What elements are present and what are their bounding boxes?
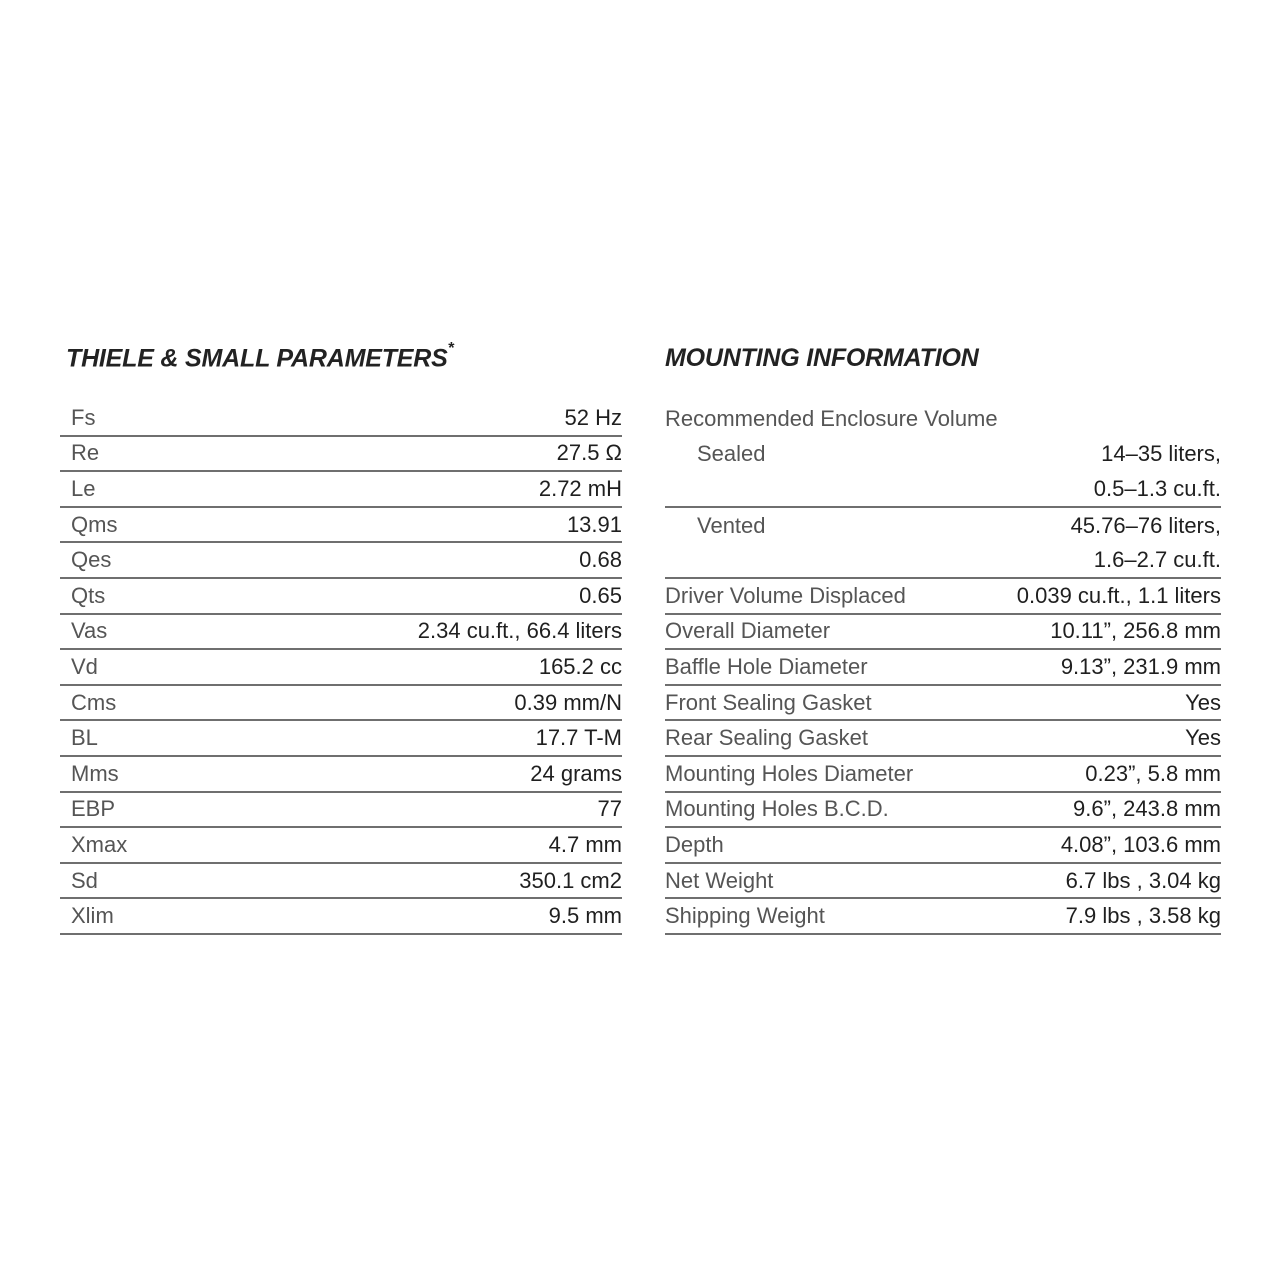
param-label: BL — [71, 725, 98, 751]
mount-value: 0.039 cu.ft., 1.1 liters — [1016, 582, 1221, 608]
table-row — [665, 437, 1221, 473]
mount-value: 0.5–1.3 cu.ft. — [1093, 475, 1221, 501]
param-label: Qts — [71, 582, 106, 608]
mount-value: 7.9 lbs , 3.58 kg — [1065, 903, 1221, 929]
mount-label: Vented — [697, 512, 766, 538]
param-label: Le — [71, 475, 96, 501]
table-row — [60, 828, 622, 864]
mount-value: 9.13”, 231.9 mm — [1060, 653, 1221, 679]
mount-value: Yes — [1185, 689, 1221, 715]
param-label: Fs — [71, 404, 96, 430]
mount-value: 1.6–2.7 cu.ft. — [1093, 547, 1221, 573]
table-row — [665, 899, 1221, 935]
table-row — [60, 543, 622, 579]
mount-value: 4.08”, 103.6 mm — [1060, 831, 1221, 857]
param-value: 9.5 mm — [548, 903, 622, 929]
mount-label: Recommended Enclosure Volume — [665, 405, 998, 431]
param-value: 0.68 — [579, 547, 622, 573]
param-value: 2.72 mH — [538, 475, 622, 501]
param-value: 13.91 — [566, 511, 622, 537]
table-row — [665, 508, 1221, 544]
table-row — [665, 793, 1221, 829]
mount-value: Yes — [1185, 725, 1221, 751]
param-value: 17.7 T-M — [535, 725, 622, 751]
thiele-small-heading — [66, 340, 454, 373]
thiele-small-heading-text: THIELE & SMALL PARAMETERS — [66, 344, 448, 373]
table-row — [665, 543, 1221, 579]
table-row — [60, 864, 622, 900]
table-row — [665, 650, 1221, 686]
mount-value: 6.7 lbs , 3.04 kg — [1065, 867, 1221, 893]
mount-value: 10.11”, 256.8 mm — [1050, 618, 1221, 644]
param-label: Xlim — [71, 903, 114, 929]
mount-label: Rear Sealing Gasket — [665, 725, 868, 751]
table-row — [60, 757, 622, 793]
param-label: Mms — [71, 760, 119, 786]
table-row — [60, 508, 622, 544]
mount-value: 45.76–76 liters, — [1070, 512, 1221, 538]
mounting-info-heading: MOUNTING INFORMATION — [665, 344, 979, 372]
table-row — [665, 472, 1221, 508]
param-value: 165.2 cc — [538, 653, 622, 679]
table-row — [60, 401, 622, 437]
table-row — [665, 721, 1221, 757]
mount-value: 9.6”, 243.8 mm — [1073, 796, 1221, 822]
param-label: Sd — [71, 867, 98, 893]
table-row — [60, 579, 622, 615]
table-row — [60, 472, 622, 508]
table-row — [665, 757, 1221, 793]
table-row — [665, 579, 1221, 615]
param-label: Re — [71, 440, 100, 466]
table-row — [60, 686, 622, 722]
param-value: 52 Hz — [564, 404, 622, 430]
table-row — [665, 615, 1221, 651]
mount-label: Front Sealing Gasket — [665, 689, 872, 715]
footnote-asterisk: * — [447, 340, 454, 357]
mount-value: 14–35 liters, — [1101, 441, 1221, 467]
mount-label: Depth — [665, 831, 724, 857]
mount-label: Net Weight — [665, 867, 774, 893]
table-row — [60, 793, 622, 829]
thiele-small-table — [60, 401, 622, 935]
param-label: Vas — [71, 618, 108, 644]
param-value: 0.39 mm/N — [514, 689, 622, 715]
param-value: 4.7 mm — [548, 831, 622, 857]
param-value: 2.34 cu.ft., 66.4 liters — [417, 618, 622, 644]
param-label: EBP — [71, 796, 116, 822]
table-row — [665, 828, 1221, 864]
table-row — [60, 721, 622, 757]
mount-label: Mounting Holes Diameter — [665, 760, 914, 786]
mounting-info-table — [665, 401, 1221, 935]
table-row — [60, 650, 622, 686]
mount-value: 0.23”, 5.8 mm — [1085, 760, 1221, 786]
mount-label: Mounting Holes B.C.D. — [665, 796, 889, 822]
param-label: Qms — [71, 511, 118, 537]
mount-label: Sealed — [697, 441, 766, 467]
table-row — [665, 686, 1221, 722]
table-row — [60, 899, 622, 935]
param-value: 27.5 Ω — [556, 440, 622, 466]
table-row — [665, 401, 1221, 437]
param-value: 0.65 — [579, 582, 622, 608]
table-row — [665, 864, 1221, 900]
param-label: Vd — [71, 653, 98, 679]
param-label: Xmax — [71, 831, 128, 857]
param-value: 350.1 cm2 — [519, 867, 622, 893]
param-value: 77 — [597, 796, 622, 822]
mount-label: Baffle Hole Diameter — [665, 653, 868, 679]
table-row — [60, 437, 622, 473]
mount-label: Overall Diameter — [665, 618, 831, 644]
mount-label: Driver Volume Displaced — [665, 582, 906, 608]
mount-label: Shipping Weight — [665, 903, 825, 929]
param-label: Cms — [71, 689, 117, 715]
table-row — [60, 615, 622, 651]
param-label: Qes — [71, 547, 112, 573]
param-value: 24 grams — [530, 760, 622, 786]
